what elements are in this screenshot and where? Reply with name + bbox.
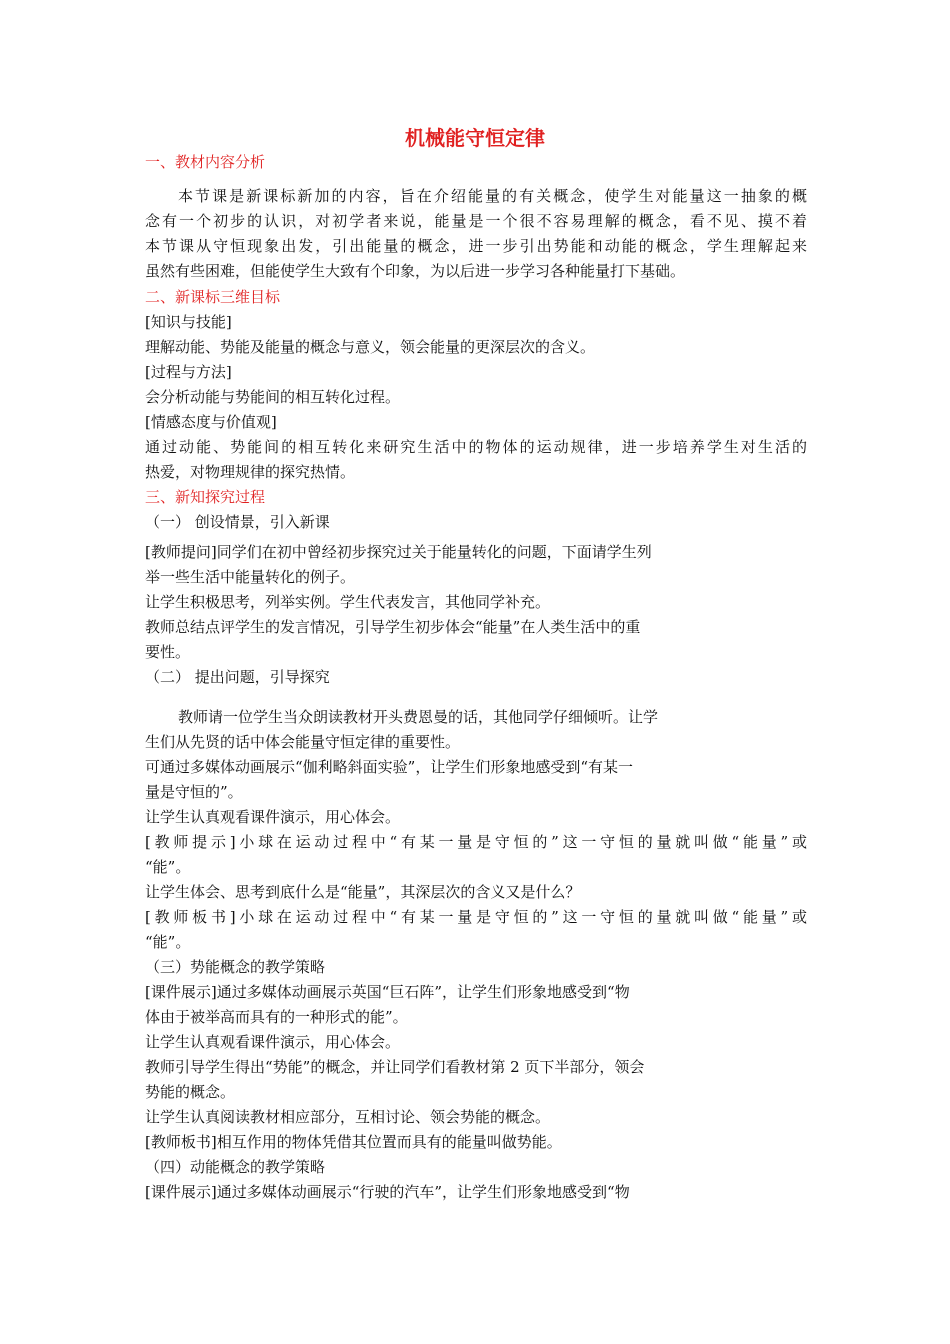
text-line: 让学生体会、思考到底什么是“能量”，其深层次的含义又是什么？ <box>145 883 581 901</box>
text-line: “能”。 <box>145 858 191 876</box>
text-line: （二） 提出问题，引导探究 <box>145 668 330 686</box>
text-line: 教师请一位学生当众朗读教材开头费恩曼的话，其他同学仔细倾听。让学 <box>178 708 659 726</box>
text-line: 举一些生活中能量转化的例子。 <box>145 568 356 586</box>
page-title: 机械能守恒定律 <box>405 126 545 150</box>
text-line: [过程与方法] <box>145 363 232 381</box>
text-line: 可通过多媒体动画展示“伽利略斜面实验”，让学生们形象地感受到“有某一 <box>145 758 634 776</box>
text-line: （一） 创设情景，引入新课 <box>145 513 330 531</box>
text-line: 让学生积极思考，列举实例。学生代表发言，其他同学补充。 <box>145 593 551 611</box>
text-line: 生们从先贤的话中体会能量守恒定律的重要性。 <box>145 733 461 751</box>
text-line: 教师引导学生得出“势能”的概念，并让同学们看教材第 2 页下半部分，领会 <box>145 1058 645 1076</box>
text-line: 本节课从守恒现象出发，引出能量的概念，进一步引出势能和动能的概念，学生理解起来 <box>145 237 807 255</box>
text-line: [情感态度与价值观] <box>145 413 277 431</box>
text-line: 让学生认真观看课件演示，用心体会。 <box>145 1033 401 1051</box>
text-line: “能”。 <box>145 933 191 951</box>
text-line: [课件展示]通过多媒体动画展示英国“巨石阵”，让学生们形象地感受到“物 <box>145 983 630 1001</box>
text-line: [课件展示]通过多媒体动画展示“行驶的汽车”，让学生们形象地感受到“物 <box>145 1183 630 1201</box>
text-line: 虽然有些困难，但能使学生大致有个印象，为以后进一步学习各种能量打下基础。 <box>145 262 686 280</box>
text-line: 热爱，对物理规律的探究热情。 <box>145 463 356 481</box>
text-line: 让学生认真阅读教材相应部分，互相讨论、领会势能的概念。 <box>145 1108 551 1126</box>
text-line: [知识与技能] <box>145 313 232 331</box>
text-line: [教师提问]同学们在初中曾经初步探究过关于能量转化的问题，下面请学生列 <box>145 543 652 561</box>
text-line: [教师板书]小球在运动过程中“有某一量是守恒的”这一守恒的量就叫做“能量”或 <box>145 908 807 926</box>
text-line: 通过动能、势能间的相互转化来研究生活中的物体的运动规律，进一步培养学生对生活的 <box>145 438 807 456</box>
text-line: 势能的概念。 <box>145 1083 236 1101</box>
text-line: （三）势能概念的教学策略 <box>145 958 326 976</box>
text-line: 念有一个初步的认识，对初学者来说，能量是一个很不容易理解的概念，看不见、摸不着 <box>145 212 807 230</box>
text-line: 会分析动能与势能间的相互转化过程。 <box>145 388 401 406</box>
text-line: [教师提示]小球在运动过程中“有某一量是守恒的”这一守恒的量就叫做“能量”或 <box>145 833 807 851</box>
text-line: 教师总结点评学生的发言情况，引导学生初步体会“能量”在人类生活中的重 <box>145 618 641 636</box>
text-line: 理解动能、势能及能量的概念与意义，领会能量的更深层次的含义。 <box>145 338 596 356</box>
text-line: 本节课是新课标新加的内容，旨在介绍能量的有关概念，使学生对能量这一抽象的概 <box>178 187 807 205</box>
section-heading: 二、新课标三维目标 <box>145 288 281 306</box>
text-line: （四）动能概念的教学策略 <box>145 1158 326 1176</box>
text-line: 要性。 <box>145 643 191 661</box>
text-line: [教师板书]相互作用的物体凭借其位置而具有的能量叫做势能。 <box>145 1133 562 1151</box>
section-heading: 一、教材内容分析 <box>145 153 266 171</box>
section-heading: 三、新知探究过程 <box>145 488 266 506</box>
text-line: 量是守恒的”。 <box>145 783 243 801</box>
text-line: 让学生认真观看课件演示，用心体会。 <box>145 808 401 826</box>
text-line: 体由于被举高而具有的一种形式的能”。 <box>145 1008 408 1026</box>
